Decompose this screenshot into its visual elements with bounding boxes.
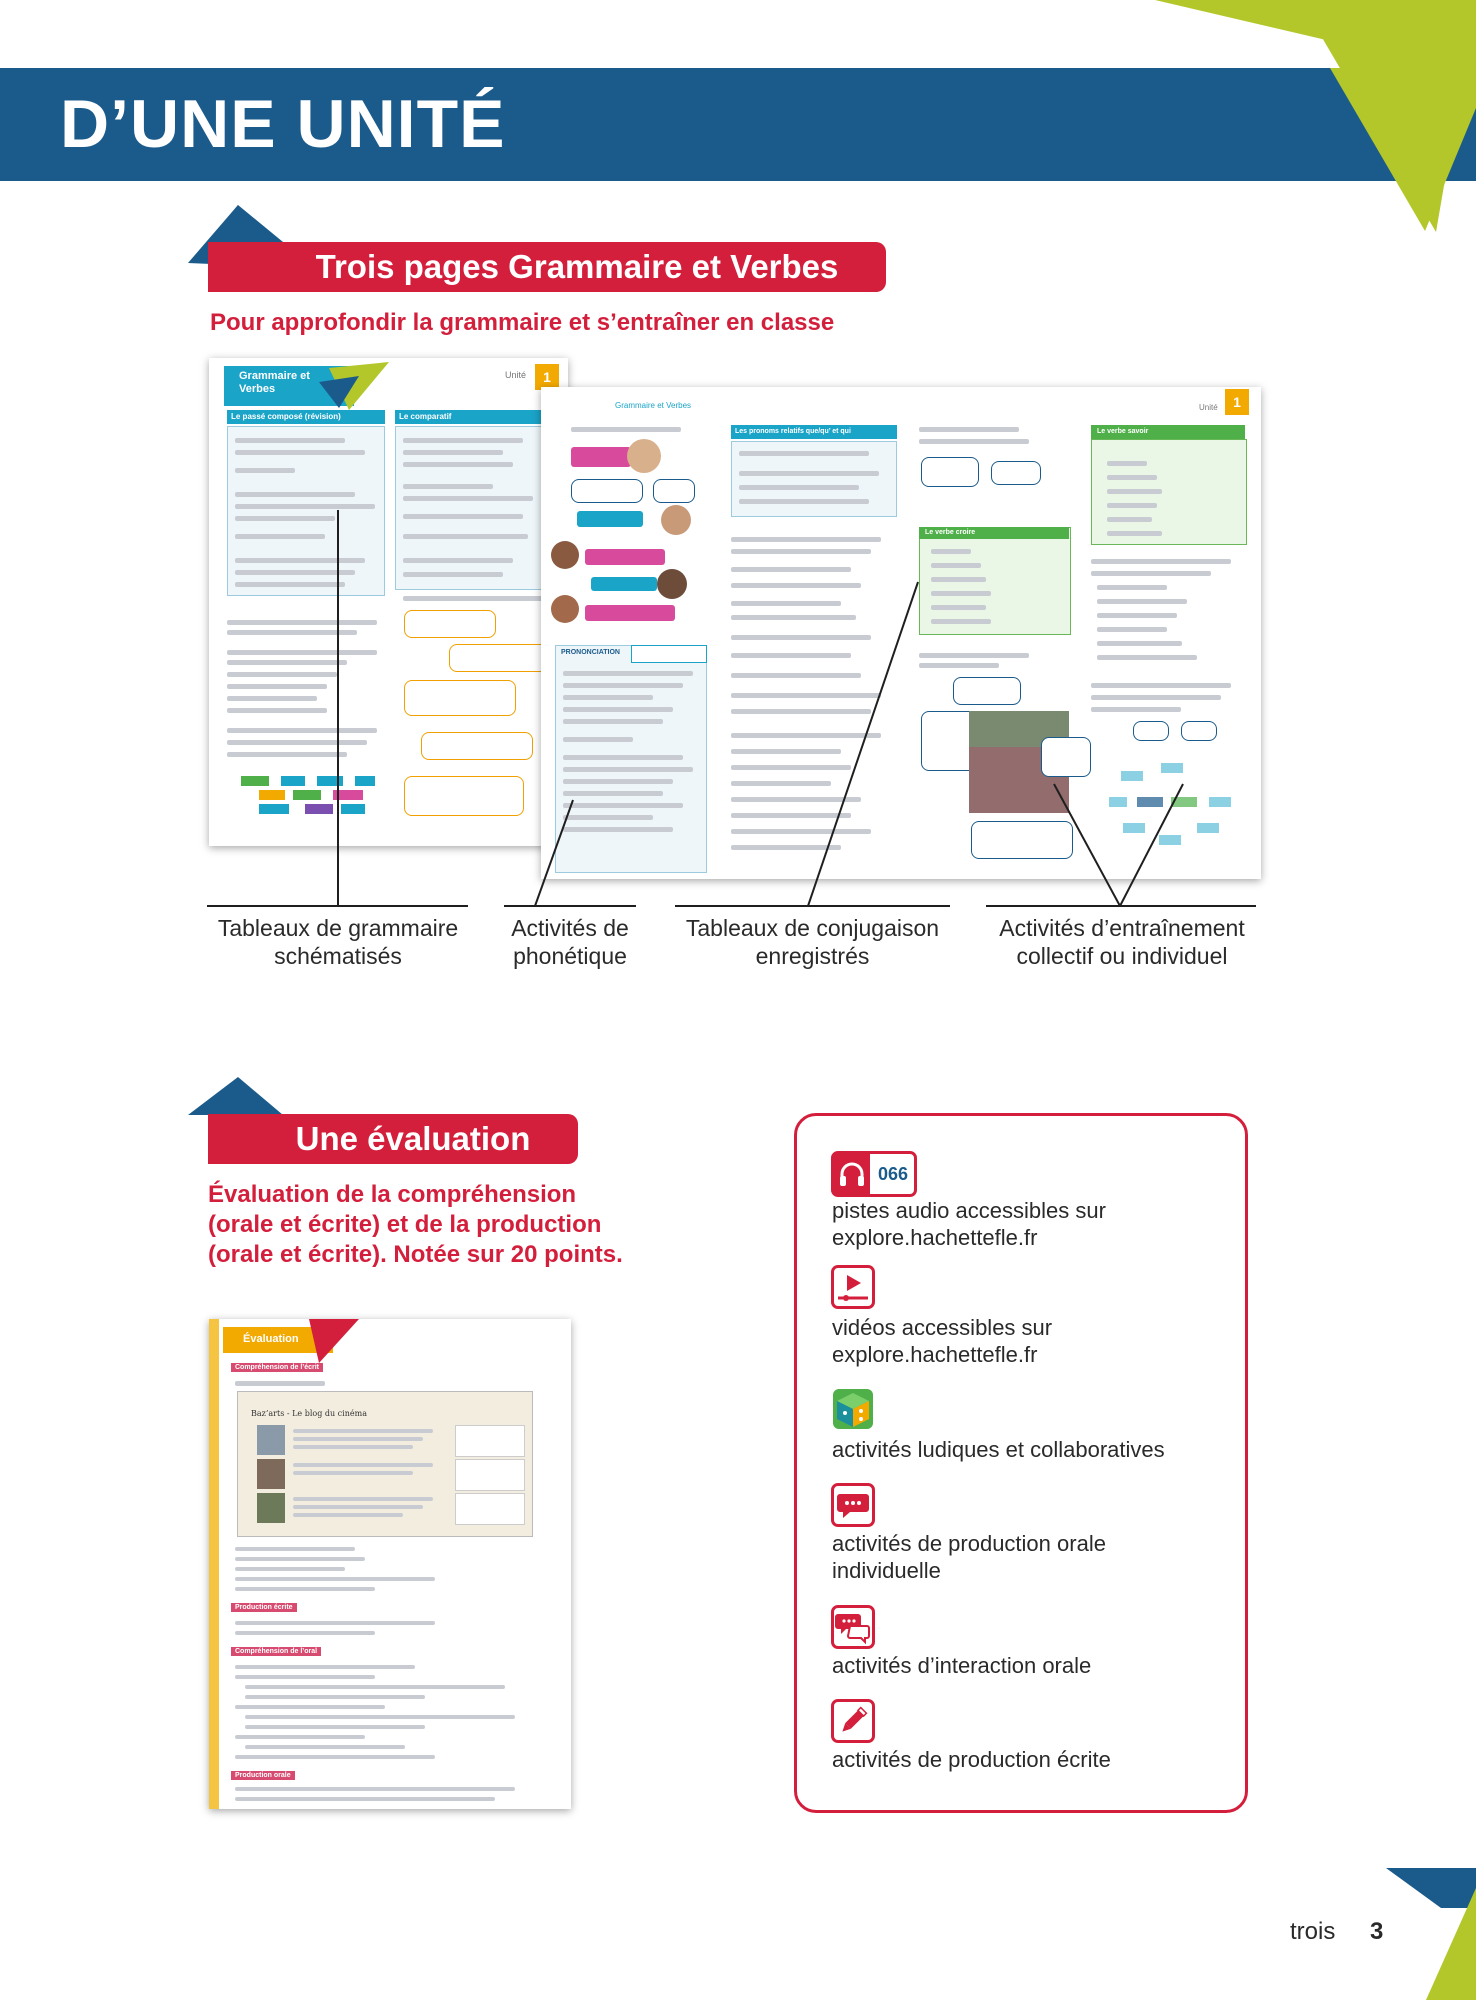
caption-practice: Activités d’entraînement collectif ou individuel bbox=[999, 915, 1245, 969]
headphones-icon bbox=[834, 1154, 870, 1194]
unit-label-left: Unité bbox=[505, 370, 527, 380]
resource-text-games: activités ludiques et collaboratives bbox=[832, 1437, 1165, 1462]
grammar-block-title: Grammaire et Verbes bbox=[239, 370, 310, 395]
resource-text-writing: activités de production écrite bbox=[832, 1747, 1111, 1772]
pronoun-table-title: Les pronoms relatifs que/qu’ et qui bbox=[735, 428, 851, 435]
page-number-word: trois bbox=[1290, 1918, 1336, 1945]
audio-track-code: 066 bbox=[877, 1164, 909, 1184]
caption-conjugation: Tableaux de conjugaison enregistrés bbox=[685, 915, 940, 969]
evaluation-page-preview bbox=[209, 1319, 571, 1809]
unit-number-badge-left: 1 bbox=[535, 364, 559, 390]
corner-decoration-bottom bbox=[1386, 1868, 1476, 2000]
verb-box1-header: Le verbe croire bbox=[919, 527, 1069, 539]
resource-text-oral-production: activités de production orale individuelle bbox=[832, 1531, 1106, 1583]
evaluation-title: Évaluation bbox=[243, 1333, 299, 1345]
phonetics-label: PRONONCIATION bbox=[561, 649, 620, 656]
pencil-icon bbox=[831, 1699, 875, 1743]
speech-bubble-icon bbox=[831, 1483, 875, 1527]
verb-box2-header: Le verbe savoir bbox=[1097, 428, 1149, 435]
eval-part4: Production orale bbox=[231, 1771, 295, 1780]
page-number: 3 bbox=[1370, 1918, 1384, 1945]
audio-track-badge bbox=[831, 1151, 917, 1197]
resource-text-video: vidéos accessibles sur explore.hachettefle.fr bbox=[832, 1315, 1053, 1367]
section2-tab bbox=[208, 1114, 578, 1164]
unit-number-badge-right: 1 bbox=[1225, 389, 1249, 415]
caption-phonetics: Activités de phonétique bbox=[511, 915, 629, 969]
resource-text-interaction: activités d’interaction orale bbox=[832, 1653, 1092, 1678]
resource-text-audio: pistes audio accessibles sur explore.hachettefle.fr bbox=[832, 1198, 1106, 1250]
eval-part2: Production écrite bbox=[231, 1603, 297, 1612]
section1-tab-label: Trois pages Grammaire et Verbes bbox=[315, 248, 839, 285]
section1-subtitle: Pour approfondir la grammaire et s’entraîner en classe bbox=[210, 309, 835, 336]
page-title: D’UNE UNITÉ bbox=[60, 86, 506, 162]
section2-subtitle: Évaluation de la compréhension (orale et écrite) et de la production (orale et écrite). Notée sur 20 points. bbox=[208, 1181, 623, 1268]
section2-tab-label: Une évaluation bbox=[295, 1120, 531, 1157]
eval-part1: Compréhension de l’écrit bbox=[231, 1363, 323, 1372]
dice-icon bbox=[831, 1387, 875, 1431]
eval-part3: Compréhension de l’oral bbox=[231, 1647, 321, 1656]
caption-grammar-tables: Tableaux de grammaire schématisés bbox=[217, 915, 459, 969]
running-head-right: Grammaire et Verbes bbox=[615, 401, 692, 410]
unit-label-right: Unité bbox=[1199, 403, 1218, 412]
table2-title: Le comparatif bbox=[399, 412, 452, 421]
blog-title: Baz’arts - Le blog du cinéma bbox=[251, 1409, 367, 1418]
table1-title: Le passé composé (révision) bbox=[231, 412, 341, 421]
dialogue-bubbles-icon bbox=[831, 1605, 875, 1649]
video-play-icon bbox=[831, 1265, 875, 1309]
